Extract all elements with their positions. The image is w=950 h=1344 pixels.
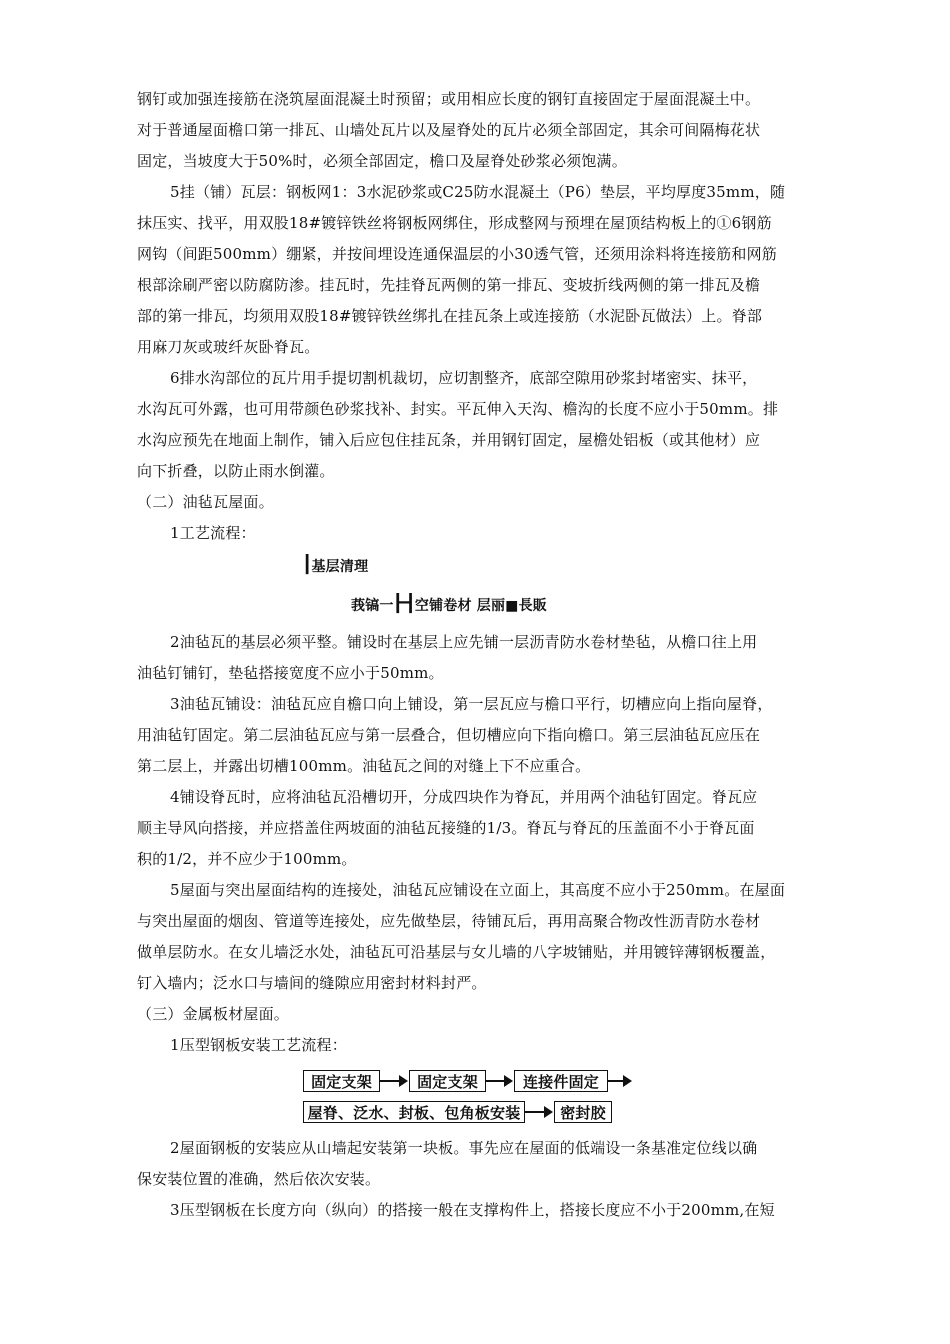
text-line: 部的第一排瓦，均须用双股18#镀锌铁丝绑扎在挂瓦条上或连接筋（水泥卧瓦做法）上。脊部 <box>137 307 763 325</box>
flow1-step: 空铺卷材 层丽■長販 <box>414 598 547 614</box>
text-line: 钉入墙内；泛水口与墙间的缝隙应用密封材料封严。 <box>137 974 487 992</box>
text-line: 水沟应预先在地面上制作，铺入后应包住挂瓦条，并用钢钉固定，屋檐处铝板（或其他材）应 <box>137 431 761 449</box>
section-heading: （三）金属板材屋面。 <box>137 1005 290 1023</box>
flow-step-box: 密封胶 <box>554 1101 612 1123</box>
text-line: 4铺设脊瓦时，应将油毡瓦沿槽切开，分成四块作为脊瓦，并用两个油毡钉固定。脊瓦应 <box>170 788 758 806</box>
text-line: 2油毡瓦的基层必须平整。铺设时在基层上应先铺一层沥青防水卷材垫毡，从檐口往上用 <box>170 633 758 651</box>
text-line: 抹压实、找平，用双股18#镀锌铁丝将钢板网绑住，形成整网与预埋在屋顶结构板上的①6钢筋 <box>137 214 772 232</box>
text-line: 做单层防水。在女儿墙泛水处，油毡瓦可沿基层与女儿墙的八字坡铺贴，并用镀锌薄钢板覆盖， <box>137 943 776 961</box>
section-heading: （二）油毡瓦屋面。 <box>137 493 274 511</box>
text-line: 网钩（间距500mm）绷紧，并按间埋设连通保温层的小30透气管，还须用涂料将连接筋和网筋 <box>137 245 777 263</box>
text-line: 积的1/2，并不应少于100mm。 <box>137 850 357 868</box>
text-line: 3压型钢板在长度方向（纵向）的搭接一般在支撑构件上，搭接长度应不小于200mm,在短 <box>170 1201 775 1219</box>
flow1-big-letter: I <box>303 548 312 581</box>
text-line: 用油毡钉固定。第二层油毡瓦应与第一层叠合，但切槽应向下指向檐口。第三层油毡瓦应压在 <box>137 726 761 744</box>
arrow-right-icon <box>486 1080 511 1082</box>
text-line: 用麻刀灰或玻纤灰卧脊瓦。 <box>137 338 320 356</box>
flow1-big-letter: H <box>393 587 415 620</box>
flow1-line1 <box>303 550 368 582</box>
text-line: 顺主导风向搭接，并应搭盖住两坡面的油毡瓦接缝的1/3。脊瓦与脊瓦的压盖面不小于脊瓦面 <box>137 819 755 837</box>
text-line: 钢钉或加强连接筋在浇筑屋面混凝土时预留；或用相应长度的钢钉直接固定于屋面混凝土中。 <box>137 90 761 108</box>
text-line: 对于普通屋面檐口第一排瓦、山墙处瓦片以及屋脊处的瓦片必须全部固定，其余可间隔梅花状 <box>137 121 761 139</box>
text-line: 3油毡瓦铺设：油毡瓦应自檐口向上铺设，第一层瓦应与檐口平行，切槽应向上指向屋脊， <box>170 695 773 713</box>
text-line: 根部涂刷严密以防腐防渗。挂瓦时，先挂脊瓦两侧的第一排瓦、变坡折线两侧的第一排瓦及檐 <box>137 276 761 294</box>
arrow-right-icon <box>380 1080 406 1082</box>
flow-step-box: 固定支架 <box>303 1070 380 1092</box>
text-line: 5挂（铺）瓦层：钢板网1：3水泥砂浆或C25防水混凝土（P6）垫层，平均厚度35mm，随 <box>170 183 786 201</box>
text-line: 保安装位置的准确，然后依次安装。 <box>137 1170 381 1188</box>
arrow-right-icon <box>525 1111 551 1113</box>
flow1-line2 <box>351 589 547 621</box>
text-line: 5屋面与突出屋面结构的连接处，油毡瓦应铺设在立面上，其高度不应小于250mm。在屋面 <box>170 881 786 899</box>
text-line: 向下折叠，以防止雨水倒灌。 <box>137 462 335 480</box>
text-line: 固定，当坡度大于50%时，必须全部固定，檐口及屋脊处砂浆必须饱满。 <box>137 152 627 170</box>
text-line: 2屋面钢板的安装应从山墙起安装第一块板。事先应在屋面的低端设一条基准定位线以确 <box>170 1139 758 1157</box>
text-line: 1工艺流程： <box>170 524 256 542</box>
arrow-right-icon <box>608 1080 630 1082</box>
flow1-step: 莪镐一 <box>351 598 394 614</box>
flow-step-box: 固定支架 <box>409 1070 486 1092</box>
text-line: 第二层上，并露出切槽100mm。油毡瓦之间的对缝上下不应重合。 <box>137 757 591 775</box>
flow-step-box: 连接件固定 <box>514 1070 608 1092</box>
text-line: 与突出屋面的烟囱、管道等连接处，应先做垫层，待铺瓦后，再用高聚合物改性沥青防水卷材 <box>137 912 761 930</box>
text-line: 6排水沟部位的瓦片用手提切割机裁切，应切割整齐，底部空隙用砂浆封堵密实、抹平， <box>170 369 758 387</box>
text-line: 油毡钉铺钉，垫毡搭接宽度不应小于50mm。 <box>137 664 444 682</box>
flow1-step: 基层清理 <box>311 559 369 575</box>
text-line: 1压型钢板安装工艺流程： <box>170 1036 347 1054</box>
flow-step-box: 屋脊、泛水、封板、包角板安装 <box>303 1101 525 1123</box>
text-line: 水沟瓦可外露，也可用带颜色砂浆找补、封实。平瓦伸入天沟、檐沟的长度不应小于50mm。排 <box>137 400 779 418</box>
